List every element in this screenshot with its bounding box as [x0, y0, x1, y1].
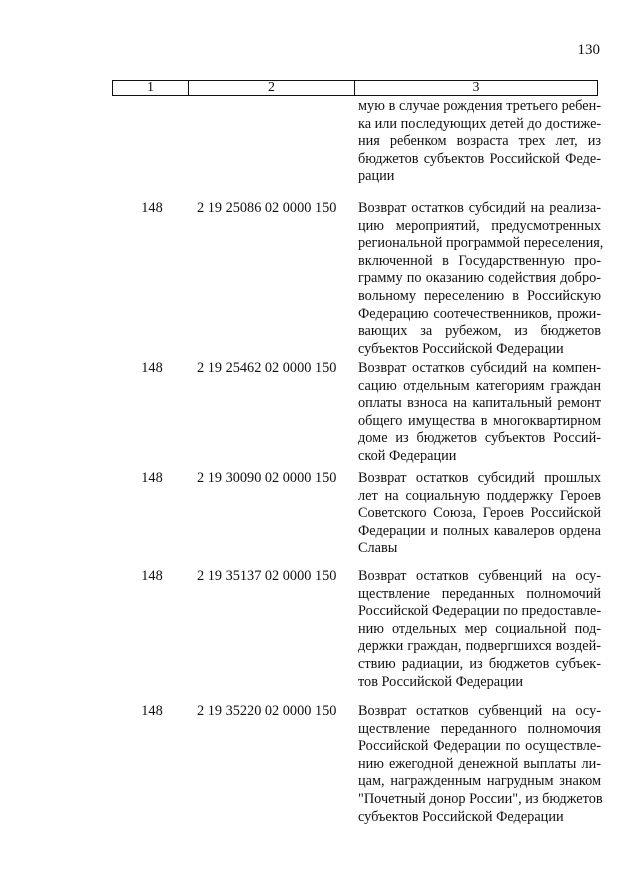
text-line: ской Федерации — [358, 447, 457, 464]
text-line: ния ребенком возраста трех лет, из — [358, 133, 601, 150]
text-line: субъектов Российской Федерации — [358, 340, 564, 357]
text-line: Федерации и полных кавалеров ордена — [358, 522, 601, 539]
text-line: субъектов Российской Федерации — [358, 808, 564, 825]
header-col-2: 2 — [189, 81, 355, 95]
text-line: Возврат остатков субсидий на реализа- — [358, 200, 601, 216]
row-description — [358, 703, 601, 826]
text-line: Славы — [358, 540, 398, 557]
text-line: мую в случае рождения третьего ребен- — [358, 98, 601, 114]
header-col-3: 3 — [472, 80, 480, 95]
text-line: вающих за рубежом, из бюджетов — [358, 323, 601, 340]
admin-code: 148 — [141, 470, 163, 486]
text-line: грамму по оказанию содействия добро- — [358, 270, 601, 287]
text-line: Возврат остатков субвенций на осу- — [358, 703, 601, 719]
text-line: держки граждан, подвергшихся воздей- — [358, 638, 601, 655]
text-line: Советского Союза, Героев Российской — [358, 505, 601, 522]
budget-code: 2 19 25086 02 0000 150 — [197, 200, 337, 216]
budget-code: 2 19 35220 02 0000 150 — [197, 703, 337, 719]
text-line: вольному переселению в Российскую — [358, 287, 601, 304]
text-line: включенной в Государственную про- — [358, 252, 601, 269]
text-line: Возврат остатков субсидий прошлых — [358, 470, 601, 486]
text-line: тов Российской Федерации — [358, 673, 524, 690]
text-line: Федерацию соотечественников, прожи- — [358, 305, 601, 322]
text-line: цам, награжденным нагрудным знаком — [358, 773, 601, 790]
admin-code: 148 — [141, 568, 163, 584]
text-line: Российской Федерации по предоставле- — [358, 603, 602, 620]
row-description — [358, 200, 604, 358]
row-description — [358, 360, 601, 466]
text-line: лет на социальную поддержку Героев — [358, 487, 601, 504]
text-line: ствию радиации, из бюджетов субъек- — [358, 655, 601, 672]
admin-code: 148 — [141, 200, 163, 216]
text-line: доме из бюджетов субъектов Россий- — [358, 430, 601, 447]
text-line: "Почетный донор России", из бюджетов — [358, 790, 603, 807]
table-header-row — [112, 80, 598, 96]
text-line: сацию отдельным категориям граждан — [358, 377, 601, 394]
text-line: ществление переданных полномочий — [358, 585, 601, 602]
text-line: Возврат остатков субвенций на осу- — [358, 568, 601, 584]
text-line: Возврат остатков субсидий на компен- — [358, 360, 601, 376]
row-description — [358, 568, 601, 691]
page-number: 130 — [577, 42, 600, 58]
text-line: нию ежегодной денежной выплаты ли- — [358, 755, 601, 772]
text-line: Российской Федерации по осуществле- — [358, 738, 601, 755]
text-line: общего имущества в многоквартирном — [358, 412, 601, 429]
budget-code: 2 19 30090 02 0000 150 — [197, 470, 337, 486]
text-line: оплаты взноса на капитальный ремонт — [358, 395, 601, 412]
text-line: рации — [358, 168, 395, 185]
text-line: бюджетов субъектов Российской Феде- — [358, 150, 601, 167]
row-description — [358, 470, 601, 558]
text-line: региональной программой переселения, — [358, 235, 604, 252]
text-line: ществление переданного полномочия — [358, 720, 601, 737]
admin-code: 148 — [141, 360, 163, 376]
header-col-1: 1 — [113, 81, 189, 95]
continued-description — [358, 98, 601, 186]
budget-code: 2 19 35137 02 0000 150 — [197, 568, 337, 584]
budget-code: 2 19 25462 02 0000 150 — [197, 360, 337, 376]
text-line: нию отдельных мер социальной под- — [358, 620, 601, 637]
text-line: ка или последующих детей до достиже- — [358, 115, 602, 132]
admin-code: 148 — [141, 703, 163, 719]
text-line: цию мероприятий, предусмотренных — [358, 217, 601, 234]
